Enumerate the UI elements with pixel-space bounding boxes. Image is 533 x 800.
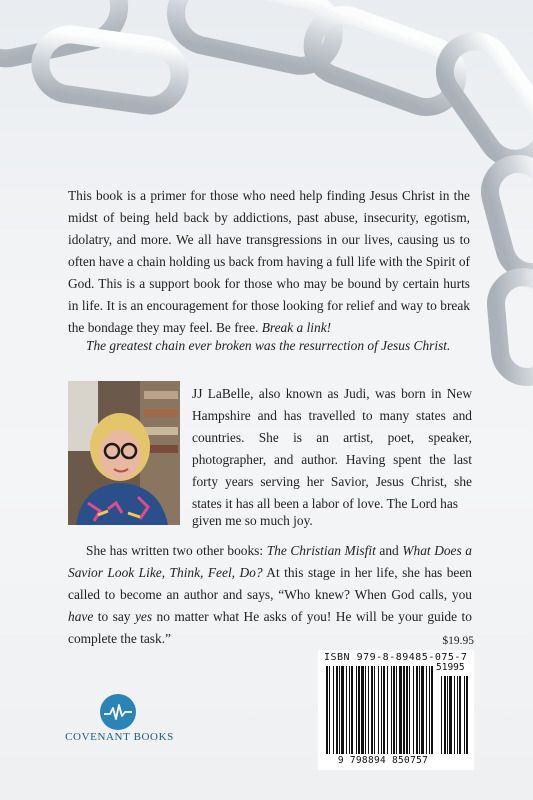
barcode-addon-bar bbox=[459, 676, 461, 754]
barcode-bar bbox=[413, 666, 414, 754]
author-bio: JJ LaBelle, also known as Judi, was born in New Hampshire and has travelled to many states and countries. She is an artist, poet, speaker, photographer, and author. Having spent the last forty years serving her Savior, Jesus Christ, she states it has all been a labor of love. The Lord has bbox=[192, 386, 472, 511]
barcode-bar bbox=[365, 666, 366, 754]
blurb-emphasis: Break a link! bbox=[261, 320, 332, 335]
barcode-addon-bar bbox=[447, 676, 448, 754]
barcode-bar bbox=[378, 666, 379, 754]
emphasis-have: have bbox=[68, 609, 94, 624]
barcode-bar bbox=[416, 666, 418, 754]
barcode-bar bbox=[351, 666, 353, 754]
barcode-addon-bar bbox=[457, 676, 458, 754]
books-intro: She has written two other books: bbox=[86, 543, 264, 558]
barcode-bar bbox=[419, 666, 420, 754]
barcode-bar bbox=[333, 666, 334, 754]
blurb-text: This book is a primer for those who need help finding Jesus Christ in the midst of being held back by addictions, past abuse, insecurity, egotism, idolatry, and more. We all have transgressions in our lives, causing us to often have a chain holding us back from having a full life with the Spirit of God. This is a support book for those who may be bound by certain hurts in life. It is an encouragement for those looking for relief and way to break the bondage they may feel. Be free. bbox=[68, 188, 470, 335]
barcode-bar bbox=[383, 666, 385, 754]
barcode-addon-bar bbox=[449, 676, 452, 754]
books-say: to say bbox=[97, 609, 131, 624]
isbn-label: ISBN 979-8-89485-075-7 bbox=[324, 652, 468, 663]
barcode-bar bbox=[431, 666, 433, 754]
barcode-bar bbox=[393, 666, 395, 754]
barcode-bar bbox=[399, 666, 402, 754]
tagline: The greatest chain ever broken was the resurrection of Jesus Christ. bbox=[86, 338, 451, 353]
author-books-paragraph bbox=[68, 540, 472, 650]
barcode-bar bbox=[374, 666, 375, 754]
books-mid: At this stage in her life, she has been called to become an author and says, “Who knew? When God calls, you bbox=[68, 565, 472, 602]
barcode-bar bbox=[429, 666, 430, 754]
barcode-bar bbox=[368, 666, 369, 754]
barcode-bar bbox=[403, 666, 405, 754]
price-label: $19.95 bbox=[442, 635, 474, 647]
barcode-addon-bar bbox=[441, 676, 442, 754]
barcode-bar bbox=[329, 666, 330, 754]
publisher-name: COVENANT BOOKS bbox=[65, 731, 174, 743]
barcode-bar bbox=[336, 666, 338, 754]
publisher-logo bbox=[98, 692, 138, 732]
barcode-bars bbox=[318, 650, 474, 770]
barcode-bar bbox=[339, 666, 340, 754]
books-and: and bbox=[379, 543, 399, 558]
price-code: 51995 bbox=[436, 662, 465, 673]
barcode-bar bbox=[371, 666, 373, 754]
author-bio-tail: given me so much joy. bbox=[192, 513, 313, 528]
author-photo bbox=[68, 381, 180, 525]
barcode-addon-bar bbox=[464, 676, 465, 754]
barcode-bar bbox=[326, 666, 328, 754]
barcode-bar bbox=[358, 666, 360, 754]
barcode bbox=[318, 650, 474, 770]
barcode-bar bbox=[421, 666, 424, 754]
barcode-bar bbox=[381, 666, 382, 754]
barcode-bar bbox=[406, 666, 408, 754]
barcode-addon-bar bbox=[444, 676, 446, 754]
blurb-paragraph bbox=[68, 185, 470, 339]
barcode-bar bbox=[356, 666, 357, 754]
book-title-1: The Christian Misfit bbox=[266, 543, 376, 558]
barcode-bar bbox=[361, 666, 364, 754]
emphasis-yes: yes bbox=[134, 609, 153, 624]
barcode-bar bbox=[387, 666, 388, 754]
barcode-bar bbox=[349, 666, 350, 754]
barcode-bar bbox=[426, 666, 427, 754]
barcode-bar bbox=[409, 666, 410, 754]
barcode-number: 9 798894 850757 bbox=[337, 755, 429, 766]
barcode-bar bbox=[346, 666, 347, 754]
books-end: no matter what He asks of you! He will be your guide to complete the task.” bbox=[68, 609, 472, 646]
barcode-addon-bar bbox=[454, 676, 455, 754]
book-title-2: What Does a Savior Look Like, Think, Feel, Do? bbox=[68, 543, 472, 580]
barcode-bar bbox=[391, 666, 392, 754]
barcode-addon-bar bbox=[466, 676, 468, 754]
barcode-bar bbox=[396, 666, 397, 754]
barcode-bar bbox=[341, 666, 344, 754]
